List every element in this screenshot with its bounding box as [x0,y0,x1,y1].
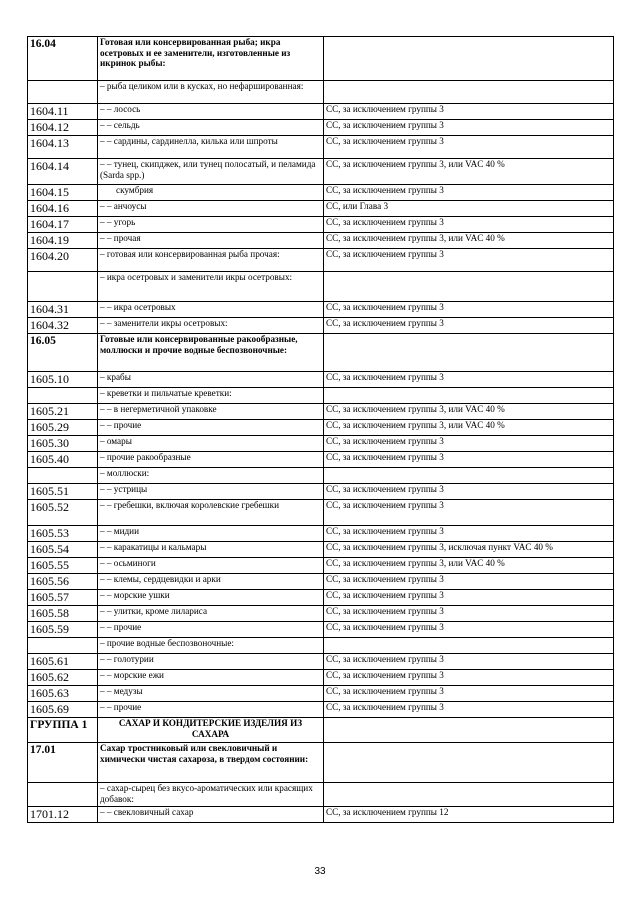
origin-rule-cell: СС, за исключением группы 3 [324,136,614,159]
description-cell: – омары [98,436,324,452]
description-cell: САХАР И КОНДИТЕРСКИЕ ИЗДЕЛИЯ ИЗ САХАРА [98,718,324,743]
hs-code-cell: 1605.58 [28,606,98,622]
description-cell: – сахар-сырец без вкусо-ароматических или красящих добавок: [98,783,324,807]
hs-code-cell: 1604.16 [28,201,98,217]
origin-rule-cell: СС, за исключением группы 3, или VAC 40 % [324,558,614,574]
hs-code-cell: 1604.17 [28,217,98,233]
table-row [28,120,614,136]
hs-code-cell: 1604.19 [28,233,98,249]
description-cell: – готовая или консервированная рыба прочая: [98,249,324,272]
description-cell: – – гребешки, включая королевские гребешки [98,500,324,526]
hs-code-cell: 1605.63 [28,686,98,702]
table-row [28,686,614,702]
origin-rule-cell: СС, или Глава 3 [324,201,614,217]
hs-code-cell [28,388,98,404]
description-cell: – – анчоусы [98,201,324,217]
description-cell: – – тунец, скипджек, или тунец полосатый, и пеламида (Sarda spp.) [98,159,324,185]
hs-code-cell: 1605.55 [28,558,98,574]
origin-rule-cell: СС, за исключением группы 3 [324,217,614,233]
hs-code-cell: 1605.54 [28,542,98,558]
hs-code-cell: 1605.21 [28,404,98,420]
origin-rule-cell: СС, за исключением группы 3 [324,484,614,500]
table-row [28,159,614,185]
origin-rule-cell: СС, за исключением группы 3 [324,686,614,702]
origin-rule-cell: СС, за исключением группы 3 [324,436,614,452]
table-row [28,420,614,436]
description-cell: – – лосось [98,104,324,120]
description-cell: – – морские ежи [98,670,324,686]
description-cell: – – морские ушки [98,590,324,606]
description-cell: – – мидии [98,526,324,542]
hs-code-cell: ГРУППА 1 [28,718,98,743]
description-cell: скумбрия [98,185,324,201]
hs-code-cell: 17.01 [28,743,98,783]
table-row [28,654,614,670]
origin-rule-cell [324,272,614,302]
origin-rule-cell [324,81,614,104]
table-row [28,468,614,484]
hs-code-cell: 1605.69 [28,702,98,718]
description-cell: – прочие водные беспозвоночные: [98,638,324,654]
description-cell: Сахар тростниковый или свекловичный и химически чистая сахароза, в твердом состоянии: [98,743,324,783]
table-row [28,452,614,468]
description-cell: – – улитки, кроме лилариса [98,606,324,622]
hs-code-cell: 16.05 [28,334,98,372]
origin-rule-cell [324,638,614,654]
origin-rule-cell: СС, за исключением группы 3, или VAC 40 % [324,404,614,420]
table-row [28,606,614,622]
table-row [28,783,614,807]
table-row [28,104,614,120]
hs-code-cell: 1605.52 [28,500,98,526]
table-row [28,233,614,249]
description-cell: – – клемы, сердцевидки и арки [98,574,324,590]
origin-rule-cell: СС, за исключением группы 3, исключая пункт VAC 40 % [324,542,614,558]
table-row [28,718,614,743]
description-cell: – – прочие [98,420,324,436]
table-row [28,574,614,590]
description-cell: – – медузы [98,686,324,702]
origin-rule-cell: СС, за исключением группы 3 [324,670,614,686]
description-cell: – крабы [98,372,324,388]
origin-rule-cell: СС, за исключением группы 3 [324,302,614,318]
hs-code-cell: 1605.30 [28,436,98,452]
description-cell: – – устрицы [98,484,324,500]
origin-rule-cell: СС, за исключением группы 3 [324,622,614,638]
hs-code-cell: 1604.11 [28,104,98,120]
description-cell: – – сельдь [98,120,324,136]
table-row [28,185,614,201]
hs-code-cell: 1605.56 [28,574,98,590]
origin-rule-cell: СС, за исключением группы 3 [324,526,614,542]
origin-rule-cell [324,388,614,404]
origin-rule-cell: СС, за исключением группы 3 [324,500,614,526]
table-row [28,81,614,104]
origin-rule-cell [324,783,614,807]
description-cell: – – прочие [98,622,324,638]
hs-code-cell: 1605.51 [28,484,98,500]
hs-code-cell: 1605.59 [28,622,98,638]
table-row [28,807,614,823]
hs-code-cell: 1605.40 [28,452,98,468]
hs-code-cell: 1604.12 [28,120,98,136]
description-cell: – моллюски: [98,468,324,484]
table-row [28,372,614,388]
table-row [28,217,614,233]
hs-code-cell [28,272,98,302]
description-cell: – прочие ракообразные [98,452,324,468]
description-cell: – – осьминоги [98,558,324,574]
hs-code-cell: 1604.32 [28,318,98,334]
hs-code-cell [28,638,98,654]
hs-code-cell: 1605.10 [28,372,98,388]
description-cell: – – угорь [98,217,324,233]
table-row [28,388,614,404]
table-row [28,404,614,420]
hs-code-cell: 1604.13 [28,136,98,159]
origin-rule-cell: СС, за исключением группы 3 [324,702,614,718]
tariff-table [27,36,614,823]
table-row [28,622,614,638]
hs-code-cell: 1605.62 [28,670,98,686]
hs-code-cell: 1605.53 [28,526,98,542]
hs-code-cell: 1604.15 [28,185,98,201]
description-cell: – – сардины, сардинелла, килька или шпроты [98,136,324,159]
origin-rule-cell: СС, за исключением группы 3 [324,318,614,334]
table-row [28,272,614,302]
origin-rule-cell: СС, за исключением группы 3 [324,574,614,590]
origin-rule-cell [324,743,614,783]
description-cell: – – в негерметичной упаковке [98,404,324,420]
table-row [28,542,614,558]
description-cell: – – прочая [98,233,324,249]
hs-code-cell [28,783,98,807]
origin-rule-cell [324,37,614,81]
description-cell: – – свекловичный сахар [98,807,324,823]
table-row [28,249,614,272]
table-row [28,201,614,217]
hs-code-cell [28,468,98,484]
hs-code-cell: 1605.57 [28,590,98,606]
description-cell: – – заменители икры осетровых: [98,318,324,334]
origin-rule-cell [324,334,614,372]
origin-rule-cell: СС, за исключением группы 3 [324,590,614,606]
table-row [28,590,614,606]
hs-code-cell: 1604.14 [28,159,98,185]
description-cell: – рыба целиком или в кусках, но нефаршированная: [98,81,324,104]
table-row [28,37,614,81]
hs-code-cell: 1701.12 [28,807,98,823]
origin-rule-cell: СС, за исключением группы 3 [324,452,614,468]
page-number: 33 [314,866,326,877]
hs-code-cell: 1604.20 [28,249,98,272]
description-cell: – – каракатицы и кальмары [98,542,324,558]
table-row [28,638,614,654]
origin-rule-cell: СС, за исключением группы 3, или VAC 40 % [324,420,614,436]
description-cell: Готовая или консервированная рыба; икра осетровых и ее заменители, изготовленные из икринок рыбы: [98,37,324,81]
table-row [28,334,614,372]
hs-code-cell: 1605.61 [28,654,98,670]
origin-rule-cell: СС, за исключением группы 3 [324,185,614,201]
hs-code-cell: 16.04 [28,37,98,81]
table-row [28,526,614,542]
description-cell: – икра осетровых и заменители икры осетровых: [98,272,324,302]
table-row [28,318,614,334]
origin-rule-cell [324,718,614,743]
origin-rule-cell: СС, за исключением группы 3, или VAC 40 % [324,233,614,249]
description-cell: Готовые или консервированные ракообразные, моллюски и прочие водные беспозвоночные: [98,334,324,372]
hs-code-cell: 1604.31 [28,302,98,318]
origin-rule-cell: СС, за исключением группы 3, или VAC 40 % [324,159,614,185]
table-row [28,743,614,783]
table-row [28,436,614,452]
origin-rule-cell [324,468,614,484]
table-row [28,702,614,718]
origin-rule-cell: СС, за исключением группы 3 [324,104,614,120]
origin-rule-cell: СС, за исключением группы 3 [324,372,614,388]
table-body [28,37,614,823]
origin-rule-cell: СС, за исключением группы 3 [324,654,614,670]
description-cell: – креветки и пильчатые креветки: [98,388,324,404]
table-row [28,302,614,318]
description-cell: – – прочие [98,702,324,718]
origin-rule-cell: СС, за исключением группы 3 [324,606,614,622]
table-row [28,670,614,686]
origin-rule-cell: СС, за исключением группы 12 [324,807,614,823]
description-cell: – – голотурии [98,654,324,670]
table-row [28,136,614,159]
description-cell: – – икра осетровых [98,302,324,318]
origin-rule-cell: СС, за исключением группы 3 [324,249,614,272]
hs-code-cell: 1605.29 [28,420,98,436]
table-row [28,484,614,500]
hs-code-cell [28,81,98,104]
table-row [28,500,614,526]
table-row [28,558,614,574]
origin-rule-cell: СС, за исключением группы 3 [324,120,614,136]
